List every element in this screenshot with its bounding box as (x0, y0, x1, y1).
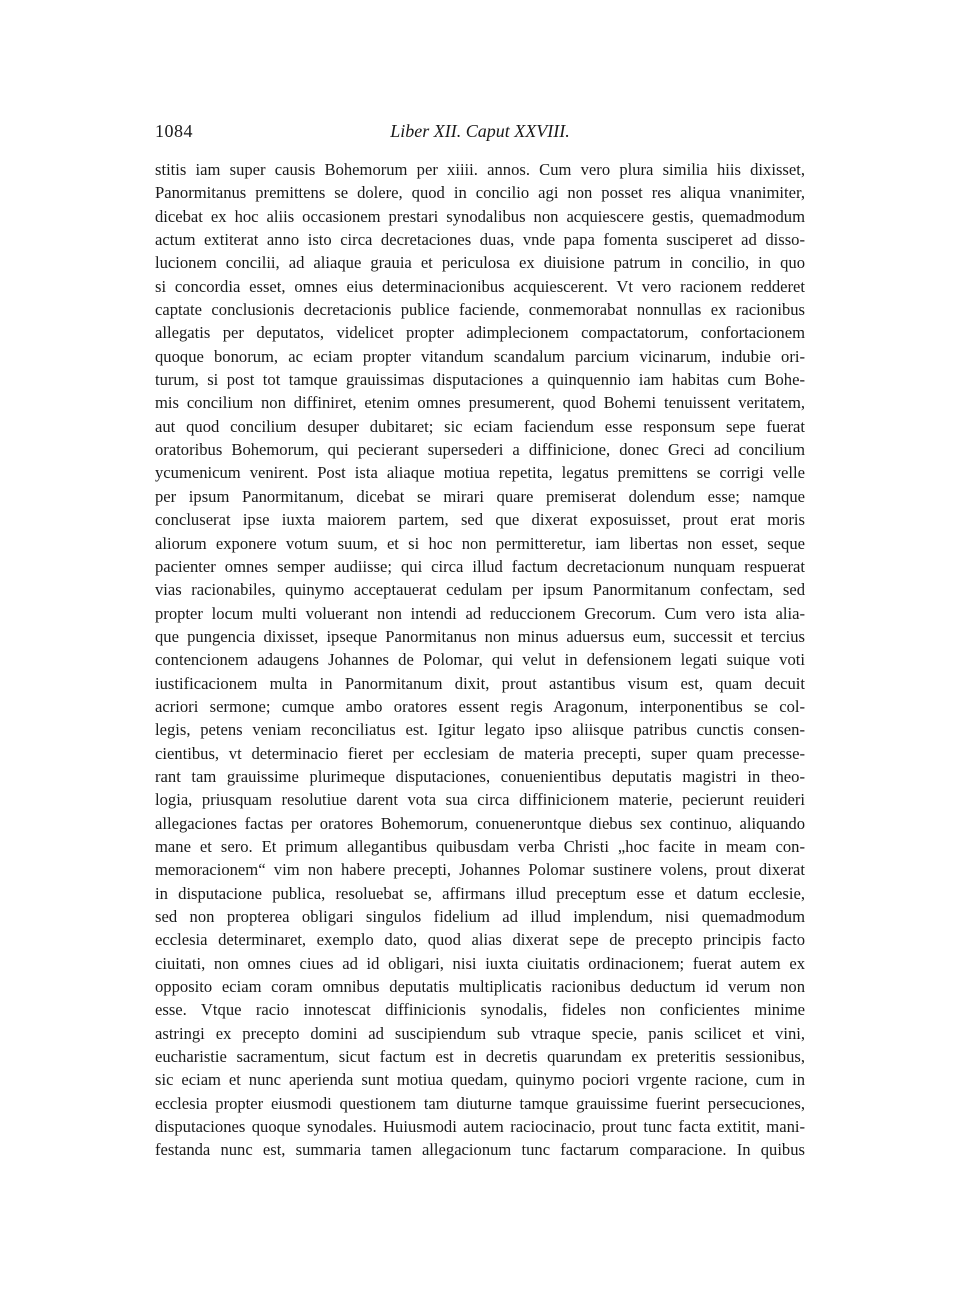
text-line: disputaciones quoque synodales. Huiusmodi autem raciocinacio, prout tunc facta extitit, mani- (155, 1117, 805, 1137)
text-line: acriori sermone; cumque ambo oratores essent regis Aragonum, interponentibus se col- (155, 696, 805, 716)
text-line: festanda nunc est, summaria tamen allegacionum tunc factarum comparacione. In quibus (155, 1140, 805, 1160)
text-line: memoracionem“ vim non habere precepti, Johannes Polomar sustinere volens, prout dixerat (155, 860, 805, 880)
text-line: quoque bonorum, ac eciam propter vitandum scandalum parcium vicinarum, indubie ori- (155, 346, 805, 366)
text-line: iustificacionem multa in Panormitanum dixit, prout astantibus visum est, quam decuit (155, 673, 805, 693)
text-line: esse. Vtque racio innotescat diffinicionis synodalis, fideles non conficientes minime (155, 1000, 805, 1020)
text-line: pacienter omnes semper audiisse; qui circa illud factum decretacionum nunquam respuerat (155, 556, 805, 576)
text-line: vias racionabiles, quinymo acceptauerat cedulam per ipsum Panormitanum confectam, sed (155, 580, 805, 600)
text-line: logia, priusquam resolutiue darent vota sua circa diffinicionem materie, pecierunt reuideri (155, 790, 805, 810)
running-head (155, 118, 805, 144)
text-line: allegaciones factas per oratores Bohemorum, conuenerυntque diebus sex continuo, aliquando (155, 813, 805, 833)
page-number: 1084 (155, 121, 193, 141)
text-line: sic eciam et nunc aperienda sunt motiua quedam, quinymo pociori vrgente racione, cum in (155, 1070, 805, 1090)
text-line: mis concilium non diffiniret, etenim omnes presumerent, quod Bohemi tenuissent veritatem, (155, 393, 805, 413)
text-line: actum extiterat anno isto circa decretaciones duas, vnde papa fomenta susciperet ad disso- (155, 230, 805, 250)
text-line: legis, petens veniam reconciliatus est. Igitur legato ipso aliisque patribus cunctis consen- (155, 720, 805, 740)
text-line: dicebat ex hoc aliis occasionem prestari synodalibus non acquiescere gestis, quemadmodum (155, 206, 805, 226)
text-line: opposito eciam coram omnibus deputatis multiplicatis racionibus deductum id verum non (155, 977, 805, 997)
text-line: ecclesia determinaret, exemplo dato, quod alias dixerat sepe de precepto principis facto (155, 930, 805, 950)
text-line: allegatis per deputatos, videlicet propter adimplecionem compactatorum, confortacionem (155, 323, 805, 343)
text-line: stitis iam super causis Bohemorum per xiiii. annos. Cum vero plura similia hiis dixisset, (155, 160, 805, 179)
text-line: lucionem concilii, ad aliaque grauia et periculosa ex diuisione patrum in concilio, in quo (155, 253, 805, 273)
text-line: contencionem adaugens Johannes de Polomar, qui velut in defensionem legati suique voti (155, 650, 805, 670)
text-line: oratoribus Bohemorum, qui pecierant supersederi a diffinicione, donec Greci ad concilium (155, 440, 805, 460)
running-title: Liber XII. Caput XXVIII. (390, 121, 570, 141)
text-line: captate conclusionis decretacionis publice faciende, conmemorabat nonnullas ex racionibus (155, 300, 805, 320)
text-line: concluserat ipse iuxta maiorem partem, sed que dixerat exposuisset, prout erat moris (155, 510, 805, 530)
text-line: rant tam grauissime plurimeque disputaciones, conuenientibus deputatis magistri in theo- (155, 766, 805, 786)
text-line: per ipsum Panormitanum, dicebat se mirari quare premiserat dolendum esse; namque (155, 486, 805, 506)
text-line: ciuitati, non omnes ciues ad id obligari, nisi iuxta ciuitatis ordinacionem; fuerat autem ex (155, 953, 805, 973)
text-line: turum, si post tot tamque grauissimas disputaciones a quinquennio iam habitas cum Bohe- (155, 370, 805, 390)
text-line: aut quod concilium desuper dubitaret; sic eciam faciendum esse responsum sepe fuerat (155, 416, 805, 436)
body-text (155, 158, 805, 1162)
text-line: propter locum multi voluerant non intendi ad reduccionem Grecorum. Cum vero ista alia- (155, 603, 805, 623)
text-line: Panormitanus premittens se dolere, quod in concilio agi non posset res aliqua vnanimiter, (155, 183, 805, 203)
text-line: aliorum exponere votum suum, et si hoc non permitteretur, iam libertas non esset, seque (155, 533, 805, 553)
text-line: si concordia esset, omnes eius determinacionibus acquiescerent. Vt vero racionem redderet (155, 276, 805, 296)
text-line: astringi ex precepto domini ad suscipiendum sub vtraque specie, panis scilicet et vini, (155, 1023, 805, 1043)
text-line: que pungencia dixisset, ipseque Panormitanus non minus aduersus eum, successit et tercius (155, 626, 805, 646)
text-line: ycumenicum venirent. Post ista aliaque motiua repetita, legatus premittens se corrigi velle (155, 463, 805, 483)
text-line: sed non propterea obligari singulos fidelium ad illud implendum, nisi quemadmodum (155, 907, 805, 926)
text-line: ecclesia propter eiusmodi questionem tam diuturne tamque grauissime fuerint persecuciones, (155, 1093, 805, 1113)
text-line: cientibus, vt determinacio fieret per ecclesiam de materia precepti, super quam precesse- (155, 743, 805, 763)
text-line: in disputacione publica, resoluebat se, affirmans illud preceptum esse et datum ecclesie, (155, 883, 805, 903)
text-line: mane et sero. Et primum allegantibus quibusdam verba Christi „hoc facite in meam con- (155, 836, 805, 856)
text-line: eucharistie sacramentum, sicut factum est in decretis quarundam ex preteritis sessionibus, (155, 1047, 805, 1067)
